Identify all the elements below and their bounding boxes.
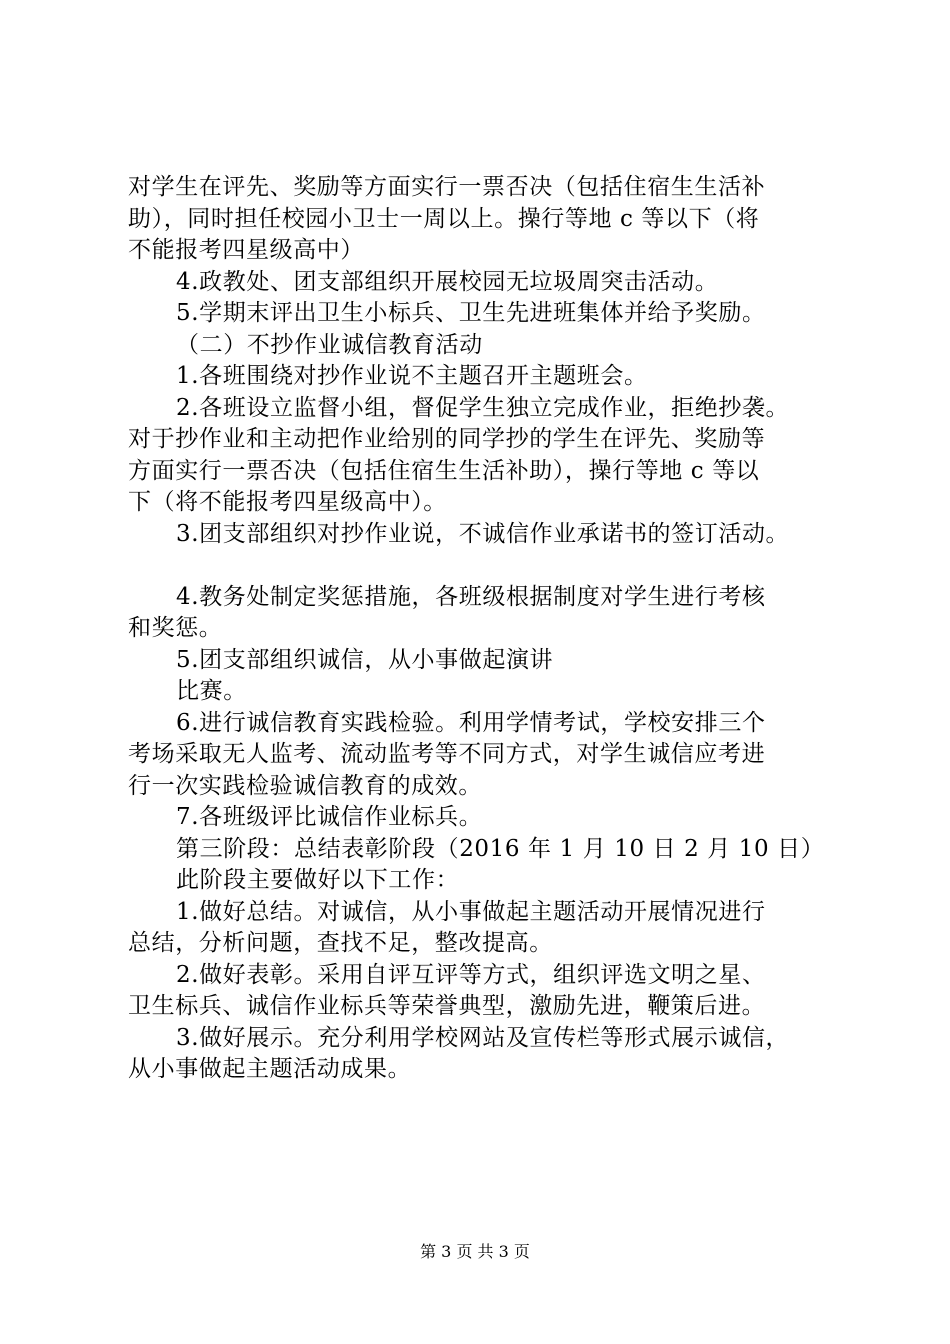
paragraph-gap: [128, 550, 853, 582]
document-body: [128, 172, 853, 1086]
text-line: 对于抄作业和主动把作业给别的同学抄的学生在评先、奖励等: [128, 426, 766, 452]
text-line: 不能报考四星级高中）: [128, 237, 364, 263]
page-footer: 第 3 页 共 3 页: [420, 1242, 530, 1261]
text-line: （二）不抄作业诚信教育活动: [176, 331, 483, 358]
text-line: 1.各班围绕对抄作业说不主题召开主题班会。: [176, 363, 648, 389]
text-line: 7.各班级评比诚信作业标兵。: [176, 804, 483, 830]
text-line: 3.团支部组织对抄作业说，不诚信作业承诺书的签订活动。: [176, 520, 790, 547]
text-line: 和奖惩。: [128, 615, 223, 641]
text-line: 5.团支部组织诚信，从小事做起演讲: [176, 646, 554, 673]
text-line: 第三阶段：总结表彰阶段（2016 年 1 月 10 日 2 月 10 日）: [176, 835, 825, 862]
text-line: 此阶段主要做好以下工作：: [176, 867, 460, 893]
text-line: 6.进行诚信教育实践检验。利用学情考试，学校安排三个: [176, 709, 766, 736]
text-line: 1.做好总结。对诚信，从小事做起主题活动开展情况进行: [176, 898, 766, 925]
text-line: 助），同时担任校园小卫士一周以上。操行等地 c 等以下（将: [128, 205, 760, 232]
text-line: 总结，分析问题，查找不足，整改提高。: [128, 930, 553, 956]
text-line: 行一次实践检验诚信教育的成效。: [128, 772, 482, 799]
text-line: 2.各班设立监督小组，督促学生独立完成作业，拒绝抄袭。: [176, 394, 790, 421]
text-line: 考场采取无人监考、流动监考等不同方式，对学生诚信应考进: [128, 741, 766, 767]
text-line: 对学生在评先、奖励等方面实行一票否决（包括住宿生生活补: [128, 174, 766, 200]
text-line: 从小事做起主题活动成果。: [128, 1056, 412, 1082]
text-line: 4.教务处制定奖惩措施，各班级根据制度对学生进行考核: [176, 583, 766, 610]
text-line: 4.政教处、团支部组织开展校园无垃圾周突击活动。: [176, 268, 719, 295]
text-line: 比赛。: [176, 678, 247, 704]
text-line: 卫生标兵、诚信作业标兵等荣誉典型，激励先进，鞭策后进。: [128, 993, 766, 1019]
text-line: 2.做好表彰。采用自评互评等方式，组织评选文明之星、: [176, 961, 766, 988]
text-line: 下（将不能报考四星级高中）。: [128, 489, 447, 515]
text-line: 5.学期末评出卫生小标兵、卫生先进班集体并给予奖励。: [176, 300, 766, 326]
text-line: 3.做好展示。充分利用学校网站及宣传栏等形式展示诚信，: [176, 1024, 790, 1051]
text-line: 方面实行一票否决（包括住宿生生活补助），操行等地 c 等以: [128, 457, 760, 484]
